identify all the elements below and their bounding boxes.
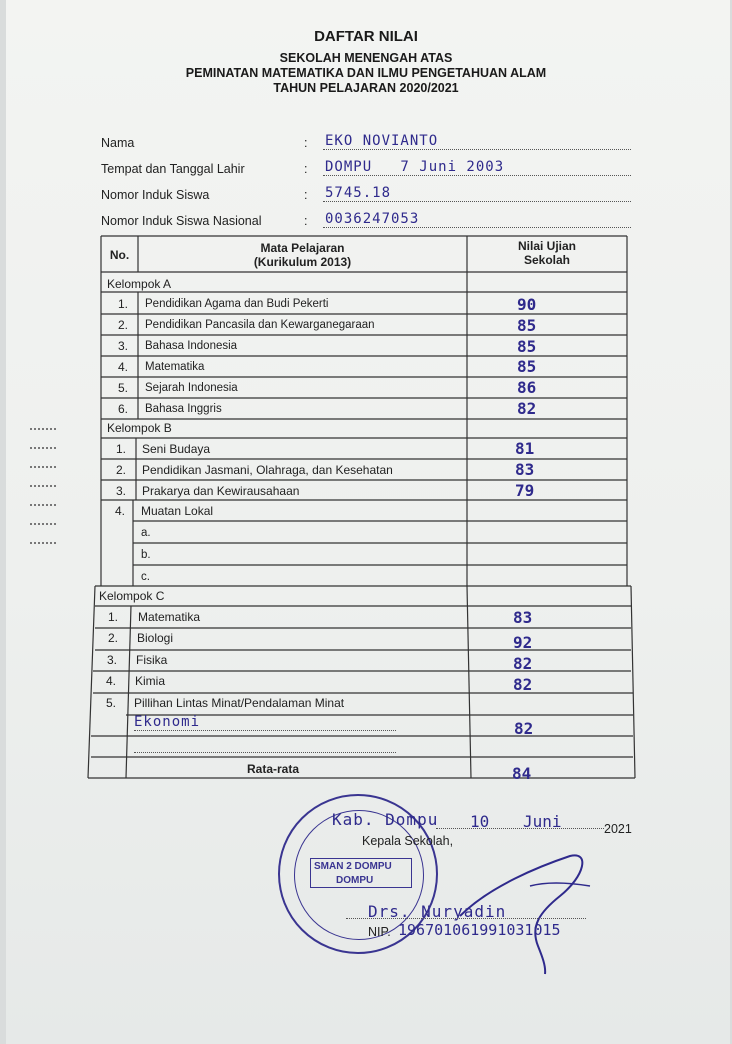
margin-perforation [30,428,56,552]
identity-value: 5745.18 [325,185,392,201]
row-number: 2. [115,463,126,477]
header-score: Nilai Ujian [517,239,576,253]
row-subject: Pillihan Lintas Minat/Pendalaman Minat [134,696,345,710]
lintas-minat-blank-line [134,752,396,753]
header-subject: Mata Pelajaran [260,241,345,255]
row-number: 2. [107,631,118,645]
row-score: 90 [517,295,537,314]
doc-program: PEMINATAN MATEMATIKA DAN ILMU PENGETAHUAN ALAM [185,66,547,80]
identity-nis-row: Nomor Induk Siswa : 5745.18 [101,182,631,204]
row-number: 5. [105,696,116,710]
identity-label: Nomor Induk Siswa Nasional [101,214,262,228]
row-number: 3. [115,484,126,498]
row-score: 82 [513,675,533,694]
muatan-lokal-sub: b. [141,549,151,561]
row-subject: Prakarya dan Kewirausahaan [142,484,300,498]
row-subject: Biologi [137,631,174,645]
row-score: 83 [513,608,533,627]
group-c-label: Kelompok C [99,589,165,603]
row-number: 5. [117,381,128,395]
group-a-label: Kelompok A [107,277,172,291]
row-score: 85 [517,337,537,356]
identity-nisn-row: Nomor Induk Siswa Nasional : 0036247053 [101,208,631,230]
row-subject: Matematika [145,361,205,373]
signature-date-line [436,828,604,829]
doc-title: DAFTAR NILAI [314,28,418,45]
row-subject: Pendidikan Agama dan Budi Pekerti [145,298,329,310]
signature-role: Kepala Sekolah, [362,834,454,848]
identity-value: EKO NOVIANTO [325,133,439,149]
identity-label: Nama [101,136,135,150]
row-number: 6. [117,402,128,416]
row-subject: Matematika [138,610,201,624]
row-score: 83 [515,460,535,479]
row-number: 4. [114,504,125,518]
stamp-city: DOMPU [336,875,374,886]
signature-day: 10 [470,812,490,831]
muatan-lokal-sub: c. [141,571,150,583]
identity-label: Tempat dan Tanggal Lahir [101,162,245,176]
lintas-minat-score: 82 [514,719,534,738]
header-score-sub: Sekolah [523,253,571,267]
row-subject: Fisika [136,653,168,667]
row-score: 85 [517,316,537,335]
row-score: 82 [517,399,537,418]
row-subject: Seni Budaya [142,442,211,456]
stamp-school: SMAN 2 DOMPU [314,861,392,872]
signature-place: Kab. Dompu [332,810,439,829]
row-number: 3. [117,339,128,353]
identity-value: DOMPU 7 Juni 2003 [325,159,505,175]
row-number: 1. [115,442,126,456]
signature-year: 2021 [604,822,632,836]
row-subject: Pendidikan Pancasila dan Kewarganegaraan [145,319,375,331]
identity-birth-row: Tempat dan Tanggal Lahir : DOMPU 7 Juni 2003 [101,156,631,178]
group-b-label: Kelompok B [107,421,172,435]
signer-name-line [346,918,586,919]
row-subject: Bahasa Inggris [145,403,222,415]
identity-label: Nomor Induk Siswa [101,188,210,202]
row-number: 1. [117,297,128,311]
row-score: 85 [517,357,537,376]
average-value: 84 [512,764,532,783]
row-score: 92 [513,633,533,652]
doc-school: SEKOLAH MENENGAH ATAS [279,51,453,65]
identity-name-row: Nama : EKO NOVIANTO [101,130,631,152]
lintas-minat-subject: Ekonomi [134,714,396,731]
nip-value: 196701061991031015 [398,921,561,939]
header-curriculum: (Kurikulum 2013) [253,255,352,269]
row-score: 81 [515,439,535,458]
row-subject: Sejarah Indonesia [145,382,238,394]
row-score: 86 [517,378,537,397]
row-number: 2. [117,318,128,332]
row-subject: Bahasa Indonesia [145,340,238,352]
identity-value: 0036247053 [325,211,420,227]
row-number: 4. [117,360,128,374]
header-no: No. [109,248,130,262]
doc-year: TAHUN PELAJARAN 2020/2021 [273,81,459,95]
row-number: 4. [105,674,116,688]
row-number: 3. [106,653,117,667]
average-label: Rata-rata [247,762,300,776]
row-subject: Muatan Lokal [141,504,214,518]
row-number: 1. [107,610,118,624]
signature-month: Juni [523,812,562,831]
row-score: 82 [513,654,533,673]
nip-label: NIP. [368,925,391,939]
signer-name: Drs. Nuryadin [368,902,507,921]
muatan-lokal-sub: a. [141,527,151,539]
row-subject: Kimia [135,674,166,688]
row-score: 79 [515,481,535,500]
row-subject: Pendidikan Jasmani, Olahraga, dan Kesehatan [142,463,393,477]
